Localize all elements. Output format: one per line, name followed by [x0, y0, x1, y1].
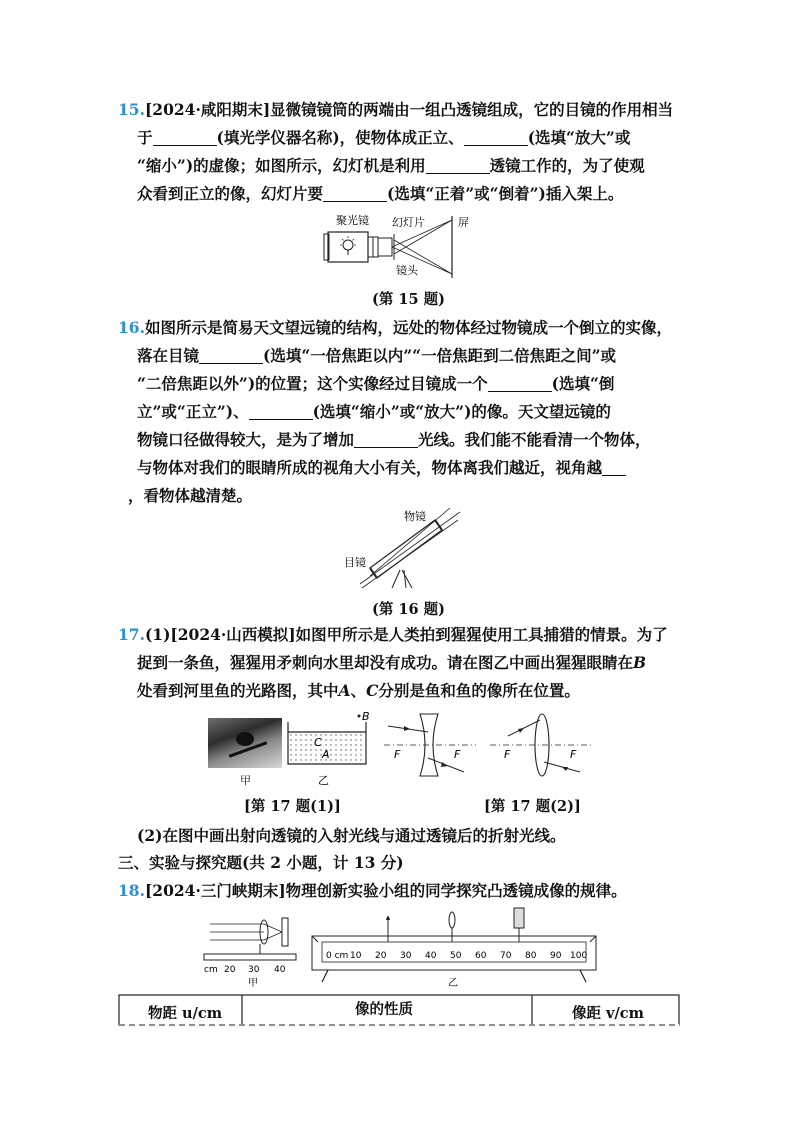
yi-tick-30: 30 [400, 951, 412, 961]
focus-right-label: F [454, 748, 461, 761]
yi-tick-50: 50 [450, 951, 462, 961]
q16-line2: 落在目镜 (选填“一倍焦距以内”“一倍焦距到二倍焦距之间”或 [137, 346, 617, 365]
yi-unit-label: 0 cm [326, 951, 349, 961]
jia-tick-30: 30 [248, 965, 260, 975]
yi-tick-60: 60 [475, 951, 487, 961]
table-header-image-distance: 像距 v/cm [572, 1005, 644, 1022]
point-c-label: C [314, 736, 322, 749]
concave-lens-figure [384, 712, 476, 778]
table-header-nature: 像的性质 [355, 1001, 413, 1018]
slide-label: 幻灯片 [392, 216, 425, 229]
focal-length-figure [200, 910, 300, 990]
answer-blank[interactable] [153, 129, 217, 146]
answer-blank[interactable] [249, 403, 313, 420]
q16-line4: 立”或“正立”)、 (选填“缩小”或“放大”)的像。天文望远镜的 [137, 402, 611, 421]
q18-line1: 18.[2024·三门峡期末]物理创新实验小组的同学探究凸透镜成像的规律。 [118, 881, 627, 900]
q17-caption1: [第 17 题(1)] [244, 798, 341, 815]
yi-tick-80: 80 [525, 951, 537, 961]
jia-label: 甲 [240, 774, 251, 787]
yi-tick-40: 40 [425, 951, 437, 961]
q15-line1: 15.[2024·咸阳期末]显微镜镜筒的两端由一组凸透镜组成，它的目镜的作用相当 [118, 100, 674, 119]
objective-label: 物镜 [404, 510, 426, 523]
q16-line1: 16.如图所示是简易天文望远镜的结构，远处的物体经过物镜成一个倒立的实像， [118, 318, 672, 337]
q18-number: 18. [118, 881, 145, 900]
jia-unit-label: cm [204, 965, 218, 975]
answer-blank[interactable] [323, 185, 387, 202]
yi-label: 乙 [448, 978, 458, 989]
condenser-label: 聚光镜 [336, 214, 369, 227]
water-tank-figure [284, 708, 374, 788]
optical-bench-figure [308, 906, 600, 990]
telescope-figure [340, 506, 470, 590]
table-header-distance: 物距 u/cm [148, 1005, 223, 1022]
eyepiece-label: 目镜 [344, 556, 366, 569]
answer-blank[interactable] [488, 375, 552, 392]
yi-tick-100: 100 [570, 951, 588, 961]
point-a-label: A [322, 748, 330, 761]
yi-tick-10: 10 [350, 951, 362, 961]
q16-line6: 与物体对我们的眼睛所成的视角大小有关，物体离我们越近，视角越 [137, 458, 626, 478]
q16-line5: 物镜口径做得较大，是为了增加 光线。我们能不能看清一个物体， [137, 430, 651, 449]
focus-left-label: F [394, 748, 401, 761]
answer-blank[interactable] [354, 431, 418, 448]
q16-line3: “二倍焦距以外”)的位置；这个实像经过目镜成一个 (选填“倒 [137, 374, 615, 393]
q17-line1: 17.(1)[2024·山西模拟]如图甲所示是人类拍到猩猩使用工具捕猎的情景。为了 [118, 625, 668, 644]
yi-tick-20: 20 [375, 951, 387, 961]
q15-line2: 于 (填光学仪器名称)，使物体成正立、 (选填“放大”或 [137, 128, 631, 147]
q17-part2: (2)在图中画出射向透镜的入射光线与通过透镜后的折射光线。 [137, 826, 566, 845]
q16-line7: ，看物体越清楚。 [128, 486, 253, 505]
focus-right-label: F [570, 748, 577, 761]
convex-lens-figure [490, 712, 594, 778]
q15-caption: (第 15 题) [372, 291, 445, 308]
point-b-label: B [362, 710, 370, 723]
yi-label: 乙 [318, 774, 329, 787]
q15-number: 15. [118, 100, 145, 119]
focus-left-label: F [504, 748, 511, 761]
answer-blank[interactable] [426, 157, 490, 174]
yi-tick-90: 90 [550, 951, 562, 961]
q16-caption: (第 16 题) [372, 601, 445, 618]
q15-line4: 众看到正立的像，幻灯片要 (选填“正着”或“倒着”)插入架上。 [137, 184, 624, 203]
answer-blank[interactable] [199, 347, 263, 364]
q17-number: 17. [118, 625, 145, 644]
q17-line3: 处看到河里鱼的光路图，其中A、C分别是鱼和鱼的像所在位置。 [137, 681, 580, 700]
screen-label: 屏 [458, 216, 469, 229]
jia-label: 甲 [248, 978, 258, 989]
section3-heading: 三、实验与探究题(共 2 小题，计 13 分) [118, 853, 404, 872]
projector-figure [322, 212, 482, 278]
yi-tick-70: 70 [500, 951, 512, 961]
chimpanzee-photo [208, 718, 282, 768]
answer-blank[interactable] [602, 459, 626, 476]
answer-blank[interactable] [464, 129, 528, 146]
q17-caption2: [第 17 题(2)] [484, 798, 581, 815]
q17-line2: 捉到一条鱼，猩猩用矛刺向水里却没有成功。请在图乙中画出猩猩眼睛在B [137, 653, 647, 672]
jia-tick-40: 40 [274, 965, 286, 975]
jia-tick-20: 20 [224, 965, 236, 975]
q16-number: 16. [118, 318, 145, 337]
q15-line3: “缩小”)的虚像；如图所示，幻灯机是利用 透镜工作的，为了使观 [137, 156, 645, 175]
lens-label: 镜头 [396, 264, 418, 277]
